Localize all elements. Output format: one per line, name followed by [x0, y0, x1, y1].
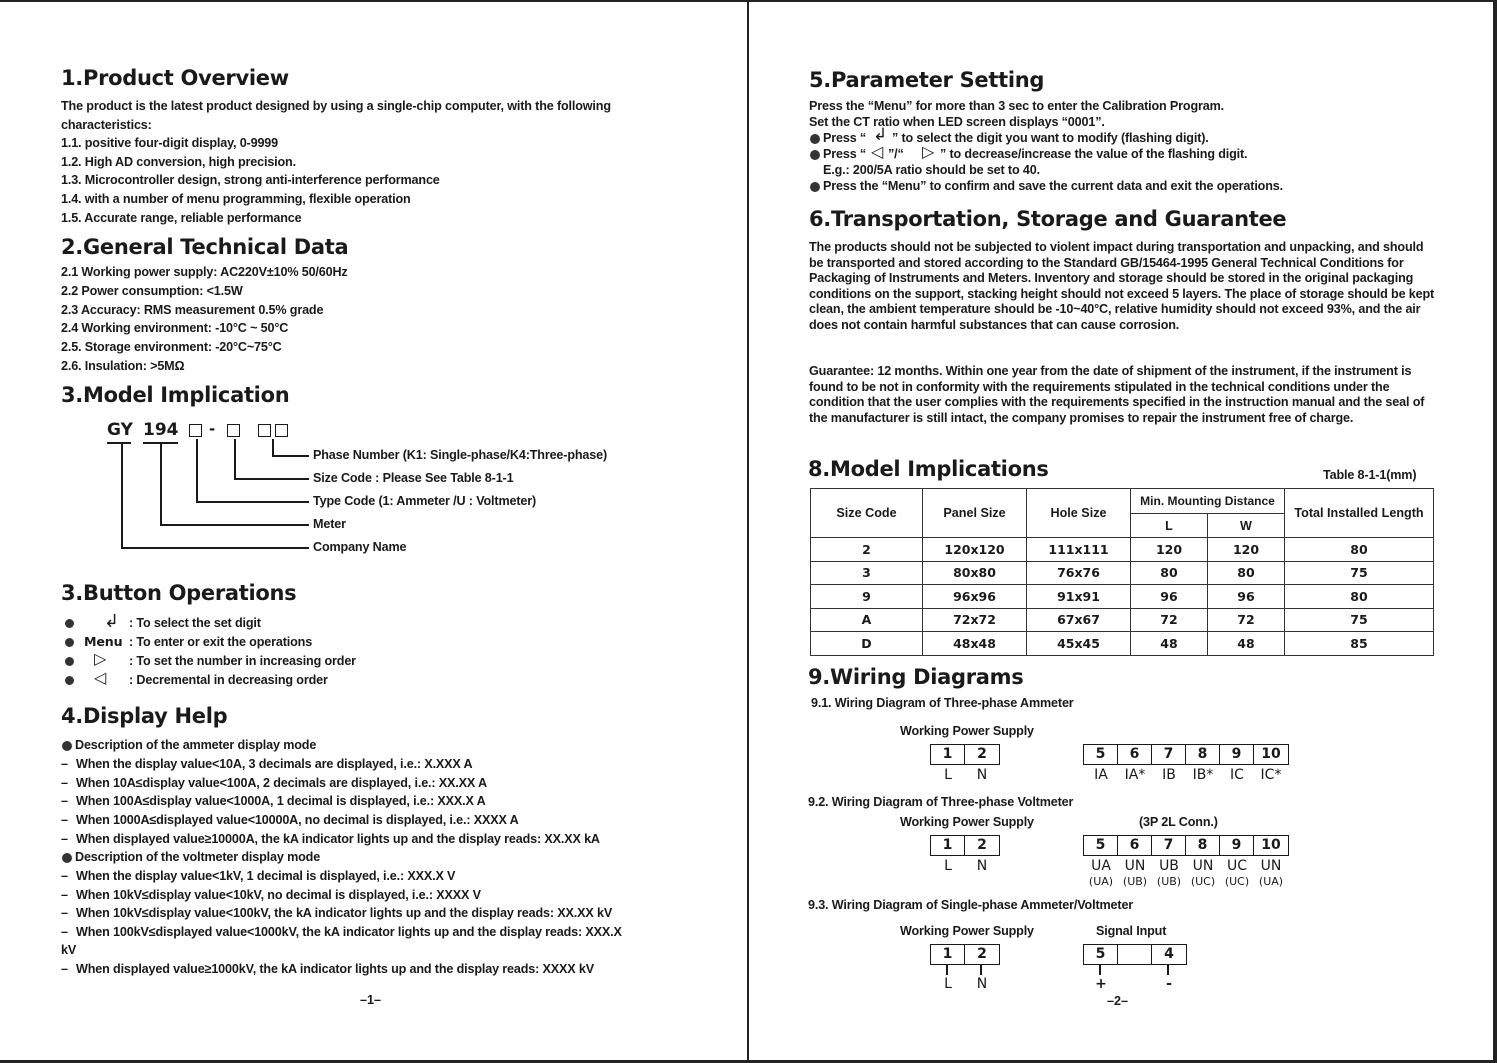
model-code-dash: - — [209, 420, 216, 438]
ammeter-heading: Description of the ammeter display mode — [75, 738, 317, 752]
company-name-label: Company Name — [313, 540, 407, 554]
signal-terminal-block — [1083, 744, 1289, 765]
phase-number-label: Phase Number (K1: Single-phase/K4:Three-phase) — [313, 448, 608, 462]
terminal-sublabel: (UA) — [1258, 875, 1284, 888]
underline — [107, 442, 131, 444]
param-line-mid: ”/“ — [888, 147, 904, 161]
wire-stub — [946, 965, 948, 975]
terminal-sublabel: (UC) — [1224, 875, 1250, 888]
table-cell: 48 — [1208, 632, 1285, 656]
enter-icon: ↲ — [104, 611, 120, 631]
page-number: –1– — [360, 993, 382, 1007]
table-header: Size Code — [811, 489, 923, 538]
table-cell: 67x67 — [1027, 608, 1131, 632]
terminal-sublabel: (UB) — [1156, 875, 1182, 888]
terminal: 5 — [1084, 945, 1118, 964]
terminal-label: N — [976, 767, 988, 783]
left-triangle-icon: ◁ — [871, 144, 884, 161]
terminal-label: N — [976, 976, 988, 992]
terminal-label: IB* — [1192, 767, 1214, 783]
table-cell: 120 — [1131, 538, 1208, 562]
terminal-label: UN — [1124, 858, 1146, 874]
dash: – — [61, 887, 68, 902]
dash: – — [61, 831, 68, 846]
tech-item: 2.2 Power consumption: <1.5W — [61, 284, 243, 298]
param-line: Press the “Menu” for more than 3 sec to enter the Calibration Program. — [809, 99, 1224, 113]
terminal: 5 — [1084, 745, 1118, 764]
section-title-product-overview: 1.Product Overview — [61, 66, 289, 90]
table-cell: D — [811, 632, 923, 656]
dash: – — [61, 757, 68, 771]
table-header: Panel Size — [923, 489, 1027, 538]
right-triangle-icon: ▷ — [922, 144, 935, 161]
table-cell: 96 — [1208, 585, 1285, 609]
tech-item: 2.3 Accuracy: RMS measurement 0.5% grade — [61, 302, 324, 317]
model-code-prefix: GY — [107, 420, 133, 440]
table-cell: 72 — [1208, 608, 1285, 632]
voltmeter-item: When 10kV≤display value<100kV, the kA indicator lights up and the display reads: XX.XX kV — [76, 906, 613, 920]
table-cell: 75 — [1285, 608, 1434, 632]
connector — [160, 524, 309, 526]
table-row — [811, 632, 1434, 656]
table-cell: 96 — [1131, 585, 1208, 609]
wiring-subtitle: 9.2. Wiring Diagram of Three-phase Voltmeter — [808, 795, 1074, 809]
terminal — [1118, 945, 1152, 964]
section-title-model-implications: 8.Model Implications — [808, 457, 1049, 481]
table-cell: 76x76 — [1027, 561, 1131, 585]
bullet — [65, 619, 74, 628]
table-cell: 48x48 — [923, 632, 1027, 656]
button-op-desc: : To select the set digit — [129, 616, 261, 630]
table-cell: 80 — [1208, 561, 1285, 585]
ammeter-item: When the display value<10A, 3 decimals are displayed, i.e.: X.XXX A — [76, 757, 473, 771]
wiring-subtitle: 9.3. Wiring Diagram of Single-phase Ammeter/Voltmeter — [808, 898, 1134, 912]
overview-item: 1.5. Accurate range, reliable performance — [61, 210, 302, 225]
wire-stub — [980, 965, 982, 975]
table-cell: 72x72 — [923, 608, 1027, 632]
phase-code-box — [258, 424, 271, 437]
overview-intro-cont: characteristics: — [61, 117, 152, 132]
table-cell: 80 — [1285, 585, 1434, 609]
ammeter-item: When 100A≤display value<1000A, 1 decimal is displayed, i.e.: XXX.X A — [76, 794, 486, 808]
power-terminal-block — [930, 835, 1000, 856]
table-cell: 3 — [811, 561, 923, 585]
page-number: –2– — [1107, 994, 1129, 1008]
table-cell: 80x80 — [923, 561, 1027, 585]
dash: – — [61, 775, 68, 790]
section-title-parameter-setting: 5.Parameter Setting — [809, 68, 1045, 92]
table-cell: A — [811, 608, 923, 632]
voltmeter-item: When 10kV≤display value<10kV, no decimal is displayed, i.e.: XXXX V — [76, 887, 481, 902]
param-example: E.g.: 200/5A ratio should be set to 40. — [823, 163, 1040, 177]
terminal: 1 — [931, 945, 965, 964]
tech-item: 2.5. Storage environment: -20°C~75°C — [61, 340, 282, 354]
terminal-label: UA — [1091, 858, 1111, 874]
page-border-right — [1493, 0, 1497, 1063]
bullet — [65, 657, 74, 666]
power-terminal-block — [930, 944, 1000, 965]
type-code-box — [189, 424, 202, 437]
param-line-prefix: Press “ — [823, 131, 867, 145]
section-title-technical-data: 2.General Technical Data — [61, 235, 349, 259]
terminal: 9 — [1220, 836, 1254, 855]
table-cell: 120 — [1208, 538, 1285, 562]
right-triangle-icon: ▷ — [94, 651, 107, 668]
connection-type-label: (3P 2L Conn.) — [1139, 815, 1218, 829]
terminal: 5 — [1084, 836, 1118, 855]
voltmeter-heading: Description of the voltmeter display mode — [75, 850, 321, 864]
terminal: 7 — [1152, 745, 1186, 764]
terminal-label: N — [976, 858, 988, 874]
table-cell: 2 — [811, 538, 923, 562]
table-row — [811, 561, 1434, 585]
enter-icon: ↲ — [873, 125, 888, 144]
table-cell: 120x120 — [923, 538, 1027, 562]
signal-terminal-block — [1083, 944, 1187, 965]
terminal: 1 — [931, 745, 965, 764]
tech-item: 2.4 Working environment: -10°C ~ 50°C — [61, 321, 289, 335]
power-supply-label: Working Power Supply — [900, 724, 1034, 738]
table-header: L — [1131, 514, 1208, 538]
bullet — [65, 676, 74, 685]
table-header: Total Installed Length — [1285, 489, 1434, 538]
voltmeter-item: When the display value<1kV, 1 decimal is displayed, i.e.: XXX.X V — [76, 869, 456, 883]
connector — [272, 455, 309, 457]
terminal: 1 — [931, 836, 965, 855]
connector — [234, 439, 236, 479]
terminal-label: IC* — [1260, 767, 1282, 783]
terminal-label: L — [944, 767, 952, 783]
table-cell: 72 — [1131, 608, 1208, 632]
bullet — [65, 638, 74, 647]
table-cell: 96x96 — [923, 585, 1027, 609]
size-code-label: Size Code : Please See Table 8-1-1 — [313, 471, 514, 485]
transport-paragraph: The products should not be subjected to violent impact during transportation and unpacking, and should be transported and stored according to the Standard GB/15464-1995 General Technical Conditions for Packaging of Instruments and Meters. Inventory and storage should be stored in the original packaging conditions on the support, stacking height should not exceed 5 layers. The place of storage should be kept clean, the ambient temperature should be -10~40°C, relative humidity should not exceed 93%, and the air does not contain harmful substances that can cause corrosion. — [809, 240, 1435, 332]
terminal: 10 — [1261, 746, 1281, 762]
connector — [121, 547, 309, 549]
section-title-transport-storage: 6.Transportation, Storage and Guarantee — [809, 207, 1287, 231]
param-line: Press the “Menu” to confirm and save the current data and exit the operations. — [823, 179, 1283, 193]
bullet — [810, 134, 820, 144]
table-caption: Table 8-1-1(mm) — [1323, 468, 1417, 482]
voltmeter-item-cont: kV — [61, 943, 77, 957]
overview-item: 1.3. Microcontroller design, strong anti-interference performance — [61, 173, 440, 187]
wire-stub — [1099, 965, 1101, 975]
terminal-label: UN — [1192, 858, 1214, 874]
terminal-label: L — [944, 858, 952, 874]
meter-label: Meter — [313, 517, 346, 531]
param-line: Set the CT ratio when LED screen displays “0001”. — [809, 115, 1105, 129]
terminal-label: UC — [1226, 858, 1248, 874]
terminal: 4 — [1164, 946, 1174, 962]
terminal-label: UN — [1260, 858, 1282, 874]
signal-input-label: Signal Input — [1096, 924, 1167, 938]
voltmeter-item: When displayed value≥1000kV, the kA indicator lights up and the display reads: XXXX kV — [76, 962, 594, 976]
table-header: Hole Size — [1027, 489, 1131, 538]
left-triangle-icon: ◁ — [94, 670, 107, 687]
overview-item: 1.1. positive four-digit display, 0-9999 — [61, 136, 279, 150]
terminal-label — [1118, 976, 1152, 992]
table-cell: 9 — [811, 585, 923, 609]
model-code-series: 194 — [143, 420, 179, 440]
signal-terminal-sublabels — [1084, 875, 1288, 889]
bullet — [62, 853, 72, 863]
terminal-label: IA* — [1124, 767, 1146, 783]
power-supply-label: Working Power Supply — [900, 815, 1034, 829]
dash: – — [61, 794, 68, 808]
terminal-label: IA — [1094, 767, 1108, 783]
table-cell: 80 — [1285, 538, 1434, 562]
table-row — [811, 585, 1434, 609]
terminal: 2 — [977, 746, 987, 762]
terminal: 8 — [1186, 836, 1220, 855]
connector — [121, 444, 123, 548]
table-cell: 85 — [1285, 632, 1434, 656]
terminal: 10 — [1261, 837, 1281, 853]
power-terminal-labels — [931, 767, 999, 783]
table-cell: 91x91 — [1027, 585, 1131, 609]
terminal: 8 — [1186, 745, 1220, 764]
power-terminal-labels — [931, 976, 999, 992]
table-cell: 48 — [1131, 632, 1208, 656]
tech-item: 2.1 Working power supply: AC220V±10% 50/60Hz — [61, 265, 348, 279]
ammeter-item: When 10A≤display value<100A, 2 decimals are displayed, i.e.: XX.XX A — [76, 775, 487, 790]
table-header: W — [1208, 514, 1285, 538]
terminal: 6 — [1118, 836, 1152, 855]
overview-intro: The product is the latest product designed by using a single-chip computer, with the following — [61, 99, 611, 113]
button-op-desc: : To enter or exit the operations — [129, 635, 313, 649]
connector — [160, 444, 162, 525]
section-title-model-implication: 3.Model Implication — [61, 383, 290, 407]
table-cell: 80 — [1131, 561, 1208, 585]
overview-item: 1.4. with a number of menu programming, flexible operation — [61, 192, 411, 206]
terminal: 9 — [1220, 745, 1254, 764]
terminal: 7 — [1152, 836, 1186, 855]
table-header: Min. Mounting Distance — [1131, 489, 1285, 514]
dash: – — [61, 906, 68, 920]
connector — [196, 501, 309, 503]
type-code-label: Type Code (1: Ammeter /U : Voltmeter) — [313, 494, 537, 508]
terminal-sublabel: (UB) — [1122, 875, 1148, 888]
terminal-sublabel: (UC) — [1190, 875, 1216, 888]
terminal-label: - — [1166, 976, 1172, 992]
param-line-suffix: ” to decrease/increase the value of the flashing digit. — [940, 147, 1248, 161]
power-terminal-labels — [931, 858, 999, 874]
phase-code-box — [275, 424, 288, 437]
tech-item: 2.6. Insulation: >5MΩ — [61, 358, 185, 373]
terminal-sublabel: (UA) — [1088, 875, 1114, 888]
power-terminal-block — [930, 744, 1000, 765]
ammeter-item: When 1000A≤displayed value<10000A, no decimal is displayed, i.e.: XXXX A — [76, 813, 519, 827]
table-cell: 75 — [1285, 561, 1434, 585]
terminal: 2 — [977, 946, 987, 962]
power-supply-label: Working Power Supply — [900, 924, 1034, 938]
wiring-subtitle: 9.1. Wiring Diagram of Three-phase Ammeter — [811, 696, 1074, 710]
size-code-box — [227, 424, 240, 437]
dash: – — [61, 813, 68, 827]
table-row — [811, 608, 1434, 632]
section-title-wiring-diagrams: 9.Wiring Diagrams — [808, 665, 1024, 689]
terminal-label: + — [1095, 976, 1107, 992]
right-page — [749, 0, 1493, 1063]
menu-key-label: Menu — [84, 634, 123, 649]
dash: – — [61, 869, 68, 883]
size-spec-table — [810, 488, 1434, 656]
bullet — [810, 150, 820, 160]
voltmeter-item: When 100kV≤displayed value<1000kV, the kA indicator lights up and the display reads: XXX.X — [76, 924, 622, 939]
signal-terminal-labels — [1084, 858, 1288, 874]
button-op-desc: : Decremental in decreasing order — [129, 673, 328, 687]
terminal-label: IC — [1230, 767, 1244, 783]
terminal: 6 — [1118, 745, 1152, 764]
wire-stub — [1167, 965, 1169, 975]
param-line-suffix: ” to select the digit you want to modify (flashing digit). — [892, 131, 1209, 145]
bullet — [62, 741, 72, 751]
table-row — [811, 538, 1434, 562]
section-title-display-help: 4.Display Help — [61, 704, 228, 728]
signal-terminal-labels — [1084, 976, 1186, 992]
connector — [234, 478, 309, 480]
connector — [272, 439, 274, 456]
terminal-label: IB — [1162, 767, 1176, 783]
guarantee-paragraph: Guarantee: 12 months. Within one year from the date of shipment of the instrument, if the instrument is found to be not in conformity with the requirements stipulated in the technical conditions under the condition that the user complies with the requirements specified in the instruction manual and the seal of the manufacturer is still intact, the company promises to repair the instrument free of charge. — [809, 364, 1425, 425]
table-cell: 45x45 — [1027, 632, 1131, 656]
section-title-button-operations: 3.Button Operations — [61, 581, 297, 605]
connector — [196, 439, 198, 502]
dash: – — [61, 924, 68, 939]
button-op-desc: : To set the number in increasing order — [129, 654, 356, 668]
terminal: 2 — [977, 837, 987, 853]
left-page — [0, 0, 747, 1063]
terminal-label: UB — [1159, 858, 1179, 874]
signal-terminal-labels — [1084, 767, 1288, 783]
param-line-prefix: Press “ — [823, 147, 867, 161]
signal-terminal-block — [1083, 835, 1289, 856]
table-cell: 111x111 — [1027, 538, 1131, 562]
terminal-label: L — [944, 976, 952, 992]
ammeter-item: When displayed value≥10000A, the kA indicator lights up and the display reads: XX.XX kA — [76, 831, 600, 846]
bullet — [810, 182, 820, 192]
dash: – — [61, 962, 68, 976]
overview-item: 1.2. High AD conversion, high precision. — [61, 154, 296, 169]
